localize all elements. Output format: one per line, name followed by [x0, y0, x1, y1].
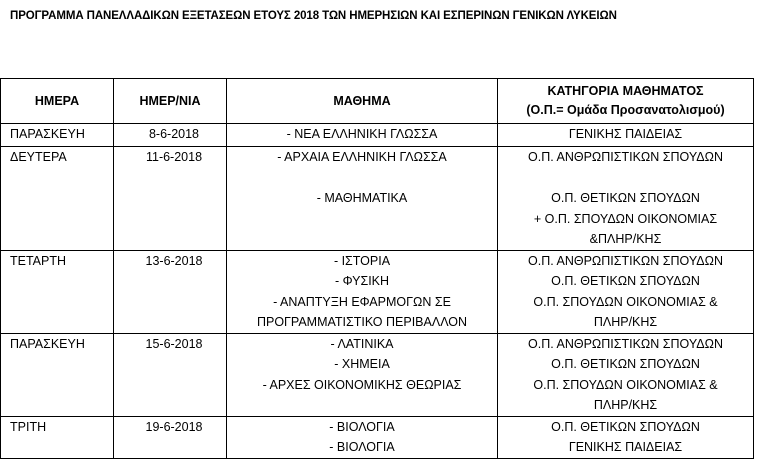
category-line: ΠΛΗΡ/ΚΗΣ [593, 398, 658, 412]
date-cell: 19-6-2018 [114, 416, 227, 458]
subject-line: - ΒΙΟΛΟΓΙΑ [329, 419, 395, 434]
header-category-note: (Ο.Π.= Ομάδα Προσανατολισμού) [526, 103, 725, 117]
table-row [1, 416, 754, 458]
category-cell [498, 250, 754, 333]
document-title: ΠΡΟΓΡΑΜΜΑ ΠΑΝΕΛΛΑΔΙΚΩΝ ΕΞΕΤΑΣΕΩΝ ΕΤΟΥΣ 2018 ΤΩΝ ΗΜΕΡΗΣΙΩΝ ΚΑΙ ΕΣΠΕΡΙΝΩΝ ΓΕΝΙΚΩΝ ΛΥΚΕΙΩΝ [10, 10, 617, 22]
category-cell [498, 124, 754, 147]
day-cell: ΔΕΥΤΕΡΑ [1, 147, 114, 251]
date-cell: 13-6-2018 [114, 250, 227, 333]
category-line: Ο.Π. ΘΕΤΙΚΩΝ ΣΠΟΥΔΩΝ [551, 357, 700, 371]
category-line: Ο.Π. ΣΠΟΥΔΩΝ ΟΙΚΟΝΟΜΙΑΣ & [533, 377, 718, 392]
subject-line: - ΑΡΧΕΣ ΟΙΚΟΝΟΜΙΚΗΣ ΘΕΩΡΙΑΣ [262, 377, 462, 392]
header-category [498, 79, 754, 124]
day-cell: ΠΑΡΑΣΚΕΥΗ [1, 333, 114, 416]
table-row [1, 333, 754, 416]
category-line: + Ο.Π. ΣΠΟΥΔΩΝ ΟΙΚΟΝΟΜΙΑΣ [533, 211, 718, 226]
category-line: &ΠΛΗΡ/ΚΗΣ [589, 232, 662, 246]
subject-line: - ΜΑΘΗΜΑΤΙΚΑ [316, 191, 408, 205]
category-line: Ο.Π. ΣΠΟΥΔΩΝ ΟΙΚΟΝΟΜΙΑΣ & [533, 294, 718, 309]
category-cell [498, 416, 754, 458]
subject-line: - ΦΥΣΙΚΗ [334, 274, 390, 288]
category-cell [498, 333, 754, 416]
category-line: ΠΛΗΡ/ΚΗΣ [593, 315, 658, 329]
header-day: ΗΜΕΡΑ [1, 79, 114, 124]
table-row [1, 124, 754, 147]
category-line: Ο.Π. ΘΕΤΙΚΩΝ ΣΠΟΥΔΩΝ [551, 274, 700, 288]
exam-schedule-table [0, 78, 754, 459]
header-category-title: ΚΑΤΗΓΟΡΙΑ ΜΑΘΗΜΑΤΟΣ [547, 84, 704, 98]
subject-cell [227, 333, 498, 416]
table-row [1, 250, 754, 333]
category-cell [498, 147, 754, 251]
header-subject: ΜΑΘΗΜΑ [227, 79, 498, 124]
subject-line: - ΙΣΤΟΡΙΑ [333, 253, 391, 268]
subject-line: ΠΡΟΓΡΑΜΜΑΤΙΣΤΙΚΟ ΠΕΡΙΒΑΛΛΟΝ [256, 315, 468, 329]
subject-line: - ΒΙΟΛΟΓΙΑ [329, 440, 395, 454]
subject-cell [227, 147, 498, 251]
subject-line: - ΛΑΤΙΝΙΚΑ [330, 336, 394, 351]
category-line: Ο.Π. ΘΕΤΙΚΩΝ ΣΠΟΥΔΩΝ [551, 191, 700, 205]
date-cell: 15-6-2018 [114, 333, 227, 416]
subject-line: - ΝΕΑ ΕΛΛΗΝΙΚΗ ΓΛΩΣΣΑ [286, 127, 438, 141]
day-cell: ΠΑΡΑΣΚΕΥΗ [1, 124, 114, 147]
day-cell: ΤΡΙΤΗ [1, 416, 114, 458]
subject-line: - ΑΡΧΑΙΑ ΕΛΛΗΝΙΚΗ ΓΛΩΣΣΑ [277, 150, 447, 164]
category-line: ΓΕΝΙΚΗΣ ΠΑΙΔΕΙΑΣ [568, 127, 683, 141]
subject-cell [227, 416, 498, 458]
category-line: ΓΕΝΙΚΗΣ ΠΑΙΔΕΙΑΣ [568, 440, 683, 454]
subject-line: - ΧΗΜΕΙΑ [334, 357, 390, 371]
day-cell: ΤΕΤΑΡΤΗ [1, 250, 114, 333]
date-cell: 11-6-2018 [114, 147, 227, 251]
category-line: Ο.Π. ΑΝΘΡΩΠΙΣΤΙΚΩΝ ΣΠΟΥΔΩΝ [528, 253, 723, 268]
date-cell: 8-6-2018 [114, 124, 227, 147]
category-line: Ο.Π. ΑΝΘΡΩΠΙΣΤΙΚΩΝ ΣΠΟΥΔΩΝ [528, 336, 723, 351]
category-line: Ο.Π. ΑΝΘΡΩΠΙΣΤΙΚΩΝ ΣΠΟΥΔΩΝ [528, 150, 723, 164]
subject-cell [227, 124, 498, 147]
table-header-row [1, 79, 754, 124]
subject-line: - ΑΝΑΠΤΥΞΗ ΕΦΑΡΜΟΓΩΝ ΣΕ [273, 294, 451, 309]
table-row [1, 147, 754, 251]
category-line: Ο.Π. ΘΕΤΙΚΩΝ ΣΠΟΥΔΩΝ [551, 419, 700, 434]
subject-cell [227, 250, 498, 333]
header-date: ΗΜΕΡ/ΝΙΑ [114, 79, 227, 124]
